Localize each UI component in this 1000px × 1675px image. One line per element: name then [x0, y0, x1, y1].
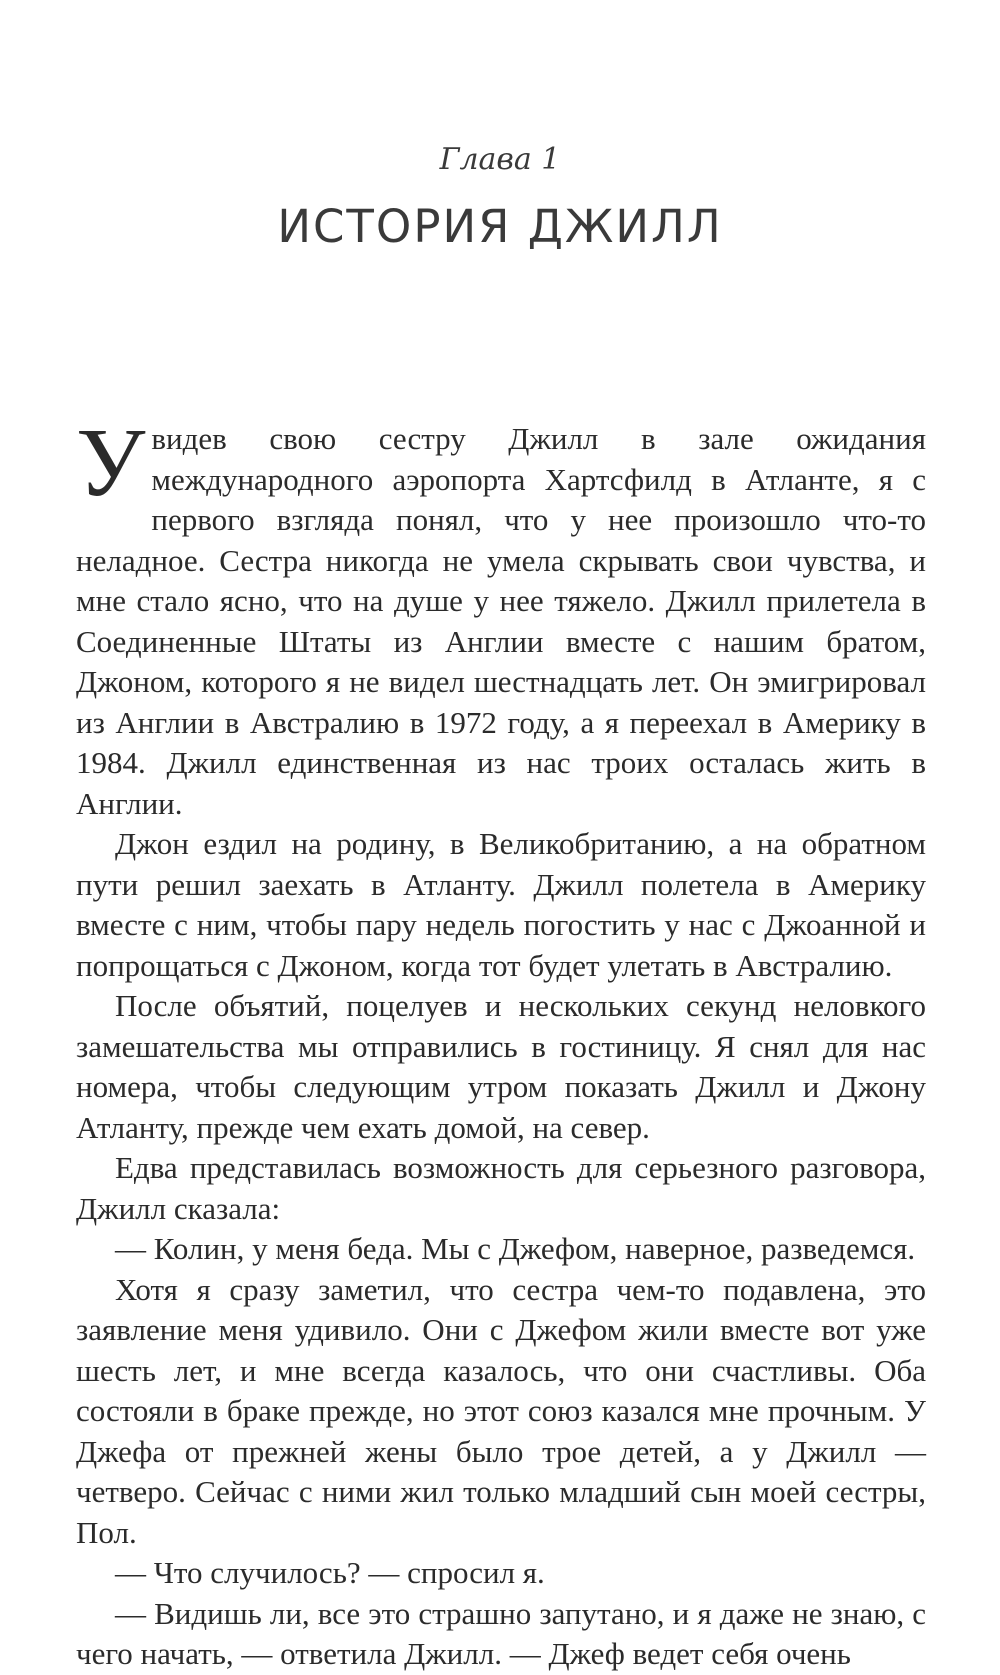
body-text — [76, 409, 926, 1675]
paragraph-4: Едва представилась возможность для серьезного разговора, Джилл сказала: — [76, 1150, 926, 1226]
paragraph-1 — [76, 409, 926, 824]
drop-cap: У — [76, 409, 146, 517]
paragraph-1-text: видев свою сестру Джилл в зале ожидания международного аэропорта Хартсфилд в Атланте, я с первого взгляда понял, что у нее произошло что-то неладное. Сестра никогда не умела скрывать свои чувства, и мне стало ясно, что на душе у нее тяжело. Джилл прилетела в Соединенные Штаты из Англии вместе с нашим братом, Джоном, которого я не видел шестнадцать лет. Он эмигрировал из Англии в Австралию в 1972 году, а я переехал в Америку в 1984. Джилл единственная из нас троих осталась жить в Англии. — [76, 421, 926, 821]
paragraph-7: — Что случилось? — спросил я. — [115, 1555, 545, 1590]
chapter-number: Глава 1 — [439, 142, 561, 177]
paragraph-3: После объятий, поцелуев и нескольких секунд неловкого замешательства мы отправились в гостиницу. Я снял для нас номера, чтобы следующим утром показать Джилл и Джону Атланту, прежде чем ехать домой, на север. — [76, 988, 926, 1145]
chapter-title: ИСТОРИЯ ДЖИЛЛ — [277, 200, 723, 253]
paragraph-6: Хотя я сразу заметил, что сестра чем-то подавлена, это заявление меня удивило. Они с Джефом жили вместе вот уже шесть лет, и мне всегда казалось, что они счастливы. Оба состояли в браке прежде, но этот союз казался мне прочным. У Джефа от прежней жены было трое детей, а у Джилл — четверо. Сейчас с ними жил только младший сын моей сестры, Пол. — [76, 1271, 926, 1550]
paragraph-5: — Колин, у меня беда. Мы с Джефом, наверное, разведемся. — [115, 1231, 916, 1266]
paragraph-2: Джон ездил на родину, в Великобританию, а на обратном пути решил заехать в Атланту. Джилл полетела в Америку вместе с ним, чтобы пару недель погостить у нас с Джоанной и попрощаться с Джоном, когда тот будет улетать в Австралию. — [76, 826, 926, 983]
paragraph-8: — Видишь ли, все это страшно запутано, и я даже не знаю, с чего начать, — ответила Джилл. — Джеф ведет себя очень — [76, 1595, 926, 1671]
